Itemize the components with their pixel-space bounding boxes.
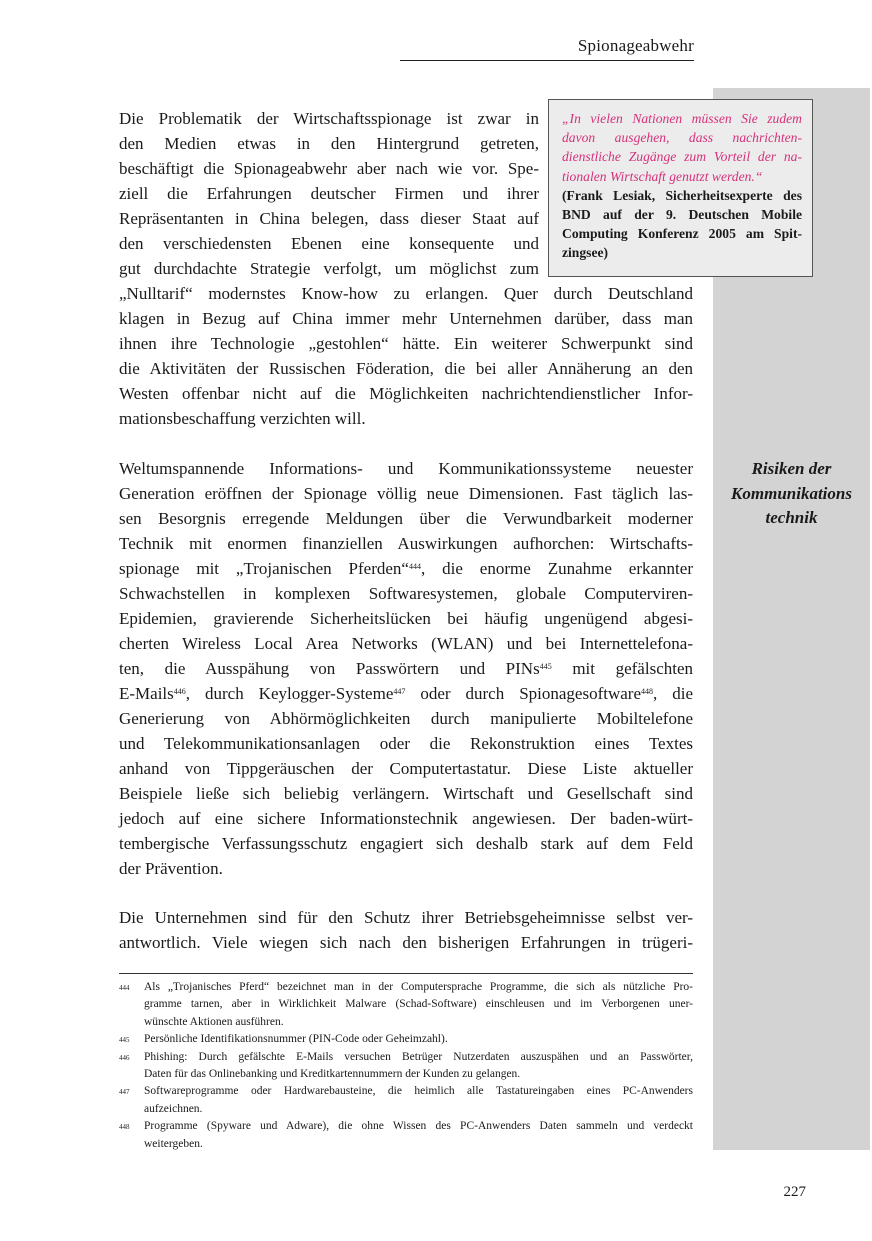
text-line [119, 556, 693, 581]
text-segment: ten, die Ausspähung von Passwörtern und PINs [119, 659, 540, 678]
quote-line: dienstliche Zugänge zum Vorteil der na- [562, 149, 802, 165]
text-line: antwortlich. Viele wiegen sich nach den bisherigen Erfahrungen in trügeri- [119, 933, 693, 952]
text-line: tembergische Verfassungsschutz engagiert sich deshalb stark auf dem Feld [119, 834, 693, 853]
text-line: Die Problematik der Wirtschaftsspionage ist zwar in [119, 109, 539, 128]
running-head [400, 34, 694, 61]
margin-heading [713, 457, 870, 531]
quote-source-line: (Frank Lesiak, Sicherheitsexperte des [562, 187, 802, 203]
text-line: Weltumspannende Informations- und Kommunikationssysteme neuester [119, 459, 693, 478]
footnote-446 [119, 1049, 693, 1084]
margin-heading-line: Risiken der [751, 459, 832, 478]
text-line: ziell die Erfahrungen deutscher Firmen und ihrer [119, 184, 539, 203]
footnote-number: 446 [119, 1053, 130, 1062]
footnote-ref-446[interactable]: 446 [173, 686, 186, 696]
text-line: cherten Wireless Local Area Networks (WLAN) und bei Internettelefona- [119, 634, 693, 653]
footnote-ref-447[interactable]: 447 [393, 686, 406, 696]
text-line: mationsbeschaffung verzichten will. [119, 409, 366, 428]
text-segment: E-Mails [119, 684, 174, 703]
margin-heading-line: technik [765, 508, 818, 527]
text-line: beschäftigt die Spionageabwehr aber nach wie vor. Spe- [119, 159, 539, 178]
text-line: Generierung von Abhörmöglichkeiten durch manipulierte Mobiltelefone [119, 709, 693, 728]
footnote-line: wünschte Aktionen ausführen. [144, 1015, 284, 1028]
footnote-line: aufzeichnen. [144, 1102, 203, 1115]
footnote-number: 445 [119, 1036, 130, 1045]
footnote-444 [119, 979, 693, 1031]
page-number: 227 [783, 1184, 806, 1200]
footnote-447 [119, 1083, 693, 1118]
text-line: Repräsentanten in China belegen, dass dieser Staat auf [119, 209, 539, 228]
footnote-ref-444[interactable]: 444 [408, 561, 421, 571]
quote-source-line: zingsee) [562, 245, 609, 261]
quote-line: „In vielen Nationen müssen Sie zudem [562, 111, 802, 126]
text-line [119, 656, 693, 681]
text-line: Die Unternehmen sind für den Schutz ihrer Betriebsgeheimnisse selbst ver- [119, 908, 693, 927]
quote-line: davon ausgehen, dass nachrichten- [562, 130, 802, 146]
footnote-line: weitergeben. [144, 1137, 203, 1150]
footnote-number: 447 [119, 1088, 130, 1097]
text-segment: oder durch Spionagesoftware [405, 684, 641, 703]
text-line: die Aktivitäten der Russischen Föderation, die bei aller Annäherung an den [119, 359, 693, 378]
text-line [119, 681, 693, 706]
text-segment: , durch Keylogger-Systeme [185, 684, 394, 703]
paragraph-3 [119, 905, 693, 955]
text-segment: , die enorme Zunahme erkannter [420, 559, 693, 578]
footnote-line: Daten für das Onlinebanking und Kreditkartennummern der Kunden zu gelangen. [144, 1068, 521, 1081]
text-segment: mit gefälschten [551, 659, 694, 678]
text-line: Generation eröffnen der Spionage völlig neue Dimensionen. Fast täglich las- [119, 484, 693, 503]
text-line: der Prävention. [119, 859, 223, 878]
footnote-line: gramme tarnen, aber in Wirklichkeit Malware (Schad-Software) einschleusen und im Verborgenen uner- [144, 998, 693, 1011]
text-segment: spionage mit „Trojanischen Pferden“ [119, 559, 409, 578]
text-line: Technik mit enormen finanziellen Auswirkungen aufhorchen: Wirtschafts- [119, 534, 693, 553]
margin-heading-line: Kommunikations [731, 483, 852, 503]
quote-line: tionalen Wirtschaft genutzt werden.“ [562, 168, 763, 184]
text-line: gut durchdachte Strategie verfolgt, um möglichst zum [119, 259, 539, 278]
text-line: ihnen ihre Technologie „gestohlen“ hätte. Ein weiterer Schwerpunkt sind [119, 334, 693, 353]
footnote-ref-445[interactable]: 445 [539, 661, 552, 671]
text-line: Westen offenbar nicht auf die Möglichkeiten nachrichtendienstlicher Infor- [119, 384, 693, 403]
footnote-number: 448 [119, 1123, 130, 1132]
paragraph-1 [119, 106, 693, 431]
paragraph-2 [119, 456, 693, 881]
quote-source-line: Computing Konferenz 2005 am Spit- [562, 226, 802, 242]
text-line: sen Besorgnis erregende Meldungen über die Verwundbarkeit moderner [119, 509, 693, 528]
footnote-line: Als „Trojanisches Pferd“ bezeichnet man in der Computersprache Programme, die sich als nützliche Pro- [144, 981, 693, 993]
text-line: Epidemien, gravierende Sicherheitslücken bei häufig ungenügend abgesi- [119, 609, 693, 628]
text-line: den verschiedensten Ebenen eine konsequente und [119, 234, 539, 253]
footnotes [119, 973, 693, 1153]
quote-source-line: BND auf der 9. Deutschen Mobile [562, 207, 802, 223]
text-line: klagen in Bezug auf China immer mehr Unternehmen darüber, dass man [119, 309, 693, 328]
footnote-line: Phishing: Durch gefälschte E-Mails versuchen Betrüger Nutzerdaten auszuspähen und an Passwörter, [144, 1050, 693, 1063]
footnote-line: Persönliche Identifikationsnummer (PIN-Code oder Geheimzahl). [144, 1033, 448, 1046]
footnote-448 [119, 1118, 693, 1153]
text-line: und Telekommunikationsanlagen oder die Rekonstruktion eines Textes [119, 734, 693, 753]
footnote-line: Programme (Spyware und Adware), die ohne Wissen des PC-Anwenders Daten sammeln und verdeckt [144, 1120, 693, 1133]
footnote-number: 444 [119, 984, 130, 992]
text-line: anhand von Tippgeräuschen der Computertastatur. Diese Liste aktueller [119, 759, 693, 778]
text-line: jedoch auf eine sichere Informationstechnik angewiesen. Der baden-würt- [119, 809, 693, 828]
text-line: den Medien etwas in den Hintergrund getreten, [119, 134, 539, 153]
running-head-title: Spionageabwehr [577, 36, 694, 55]
footnote-445 [119, 1031, 693, 1048]
text-line: Schwachstellen in komplexen Softwaresystemen, globale Computerviren- [119, 584, 693, 603]
text-segment: , die [653, 684, 693, 703]
text-line: Beispiele ließe sich beliebig verlängern. Wirtschaft und Gesellschaft sind [119, 784, 693, 803]
footnote-ref-448[interactable]: 448 [641, 686, 653, 696]
text-line: „Nulltarif“ modernstes Know-how zu erlangen. Quer durch Deutschland [119, 284, 693, 303]
footnote-line: Softwareprogramme oder Hardwarebausteine, die heimlich alle Tastatureingaben eines PC-Anwenders [144, 1085, 693, 1098]
